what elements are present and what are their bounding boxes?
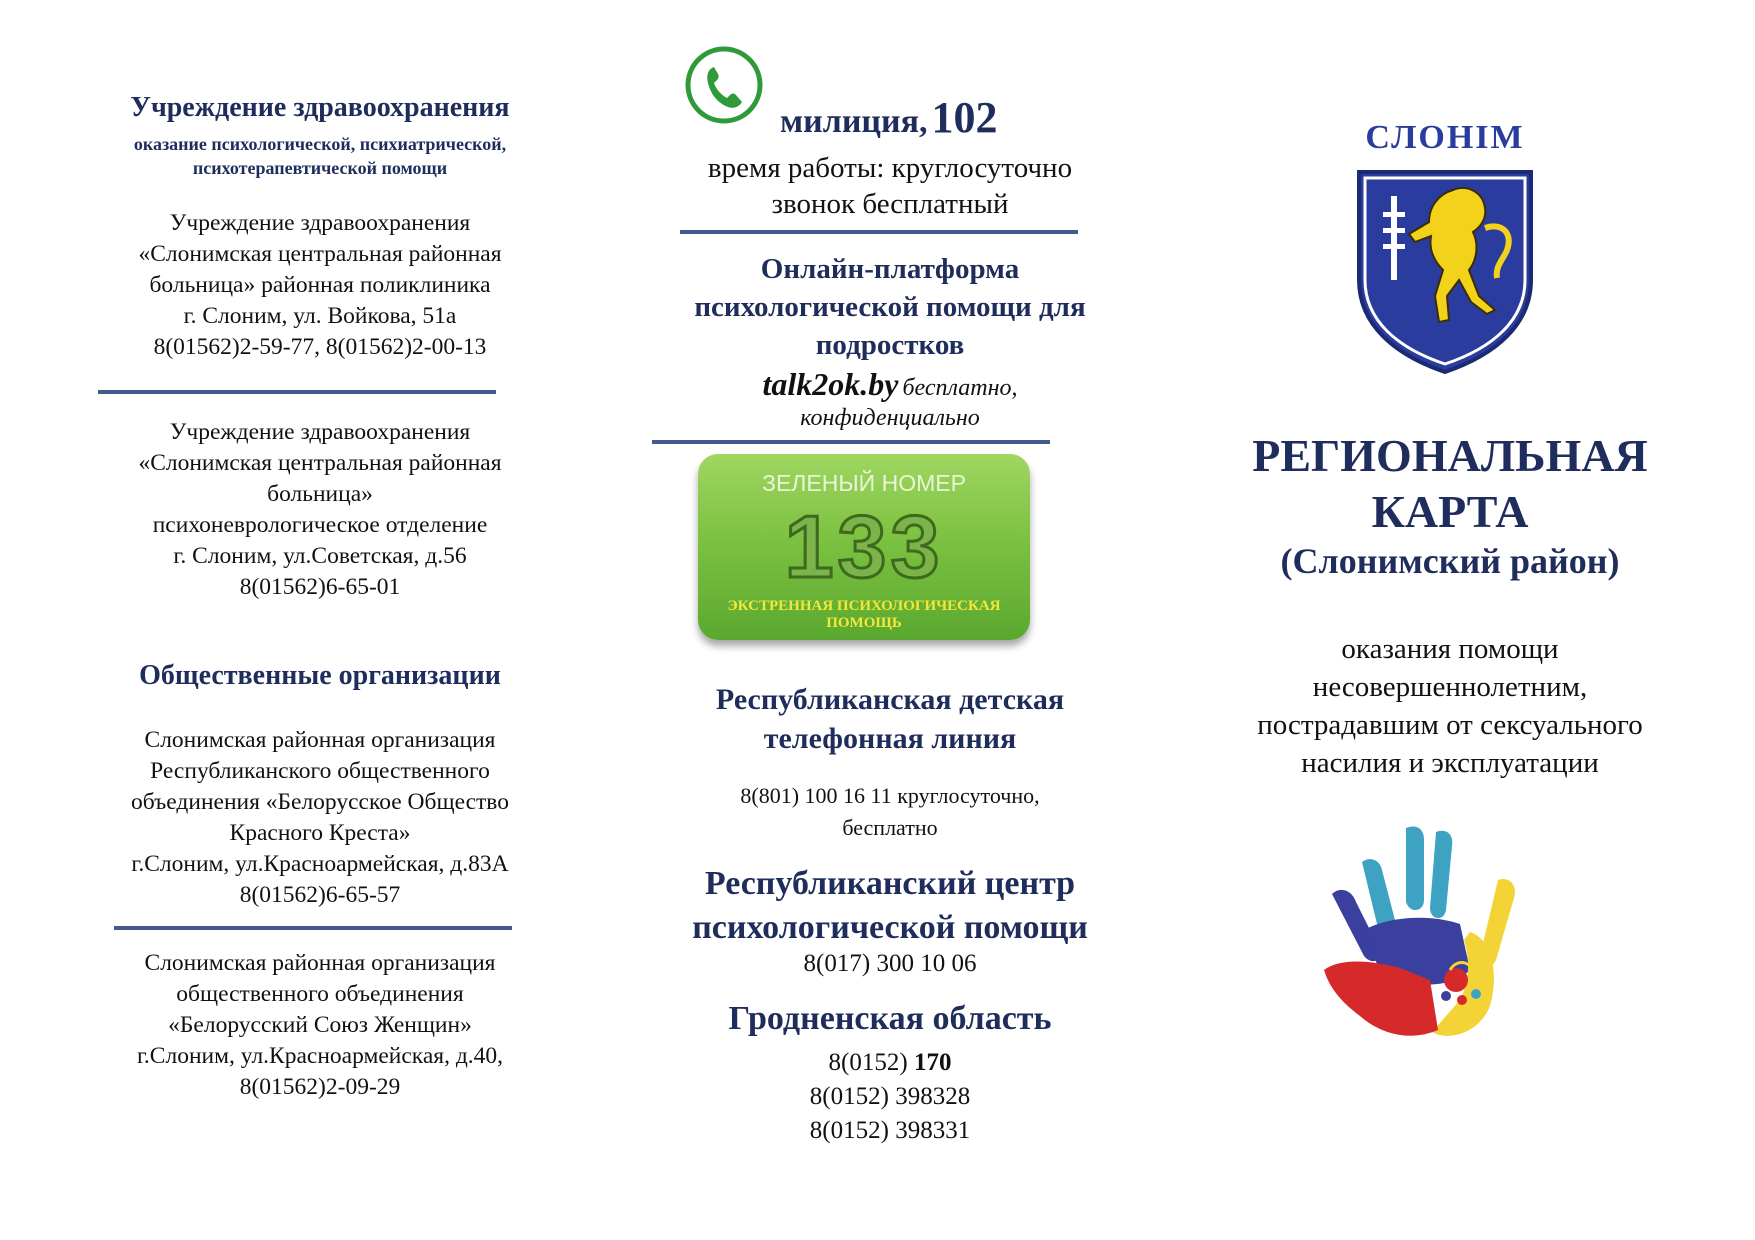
region-phone-2: 8(0152) 398328 — [809, 1083, 971, 1110]
child-line-phone: 8(801) 100 16 11 круглосуточно, бесплатно — [740, 783, 1040, 840]
purpose-text: оказания помощи несовершеннолетним, пострадавшим от сексуального насилия и эксплуатации — [1257, 633, 1643, 779]
org-2-block: Слонимская районная организация общественного объединения «Белорусский Союз Женщин» г.Слоним, ул.Красноармейская, д.40, 8(01562)2-09-29 — [60, 948, 580, 1103]
health-heading: Учреждение здравоохранения — [130, 92, 510, 123]
child-line-heading: Республиканская детская телефонная линия — [715, 683, 1065, 755]
painted-hand-logo — [1320, 820, 1550, 1060]
platform-site-line: talk2ok.by бесплатно, конфиденциально — [762, 366, 1018, 431]
org-1-phone: 8(01562)6-65-57 — [239, 882, 401, 908]
green-title: ЗЕЛЕНЫЙ НОМЕР — [762, 470, 966, 496]
region-phone-3: 8(0152) 398331 — [809, 1117, 971, 1144]
main-title: РЕГИОНАЛЬНАЯ КАРТА — [1252, 430, 1648, 537]
clinic-2-phone: 8(01562)6-65-01 — [239, 574, 401, 600]
police-label: милиция, — [780, 103, 928, 140]
clinic-2-block: Учреждение здравоохранения «Слонимская центральная районная больница» психоневрологическое отделение г. Слоним, ул.Советская, д.56 8(01562)6-65-01 — [60, 417, 580, 603]
divider — [680, 230, 1078, 234]
police-hours-block: время работы: круглосуточно звонок бесплатный — [707, 152, 1073, 220]
police-line — [780, 92, 1080, 143]
divider — [114, 926, 512, 930]
divider — [98, 390, 496, 394]
green-number: 133 — [784, 497, 944, 596]
phone-icon — [684, 45, 764, 125]
green-caption: ЭКСТРЕННАЯ ПСИХОЛОГИЧЕСКАЯ ПОМОЩЬ — [727, 598, 1001, 631]
green-number-card — [698, 454, 1030, 640]
center-heading: Республиканский центр психологической помощи — [692, 865, 1088, 946]
platform-heading: Онлайн-платформа психологической помощи для подростков — [694, 253, 1086, 361]
region-phone-1: 8(0152) 170 — [828, 1049, 952, 1076]
crest-text: СЛОНІМ — [1365, 119, 1525, 156]
police-number: 102 — [931, 93, 998, 142]
health-subheading: оказание психологической, психиатрической, психотерапевтической помощи — [133, 134, 507, 178]
orgs-heading: Общественные организации — [139, 660, 501, 691]
main-subtitle: (Слонимский район) — [1280, 541, 1620, 581]
org-1-block: Слонимская районная организация Республиканского общественного объединения «Белорусское Общество Красного Креста» г.Слоним, ул.Красноармейская, д.83А 8(01562)6-65-57 — [60, 725, 580, 911]
city-crest-logo — [1345, 110, 1545, 380]
region-heading: Гродненская область — [728, 1000, 1052, 1037]
clinic-1-phone: 8(01562)2-59-77, 8(01562)2-00-13 — [153, 334, 487, 360]
org-2-phone: 8(01562)2-09-29 — [239, 1074, 401, 1100]
center-phone: 8(017) 300 10 06 — [803, 950, 977, 977]
platform-site[interactable]: talk2ok.by — [762, 366, 899, 402]
region-phones — [640, 1046, 1140, 1148]
clinic-1-block: Учреждение здравоохранения «Слонимская центральная районная больница» районная поликлиника г. Слоним, ул. Войкова, 51а 8(01562)2-59-77, 8(01562)2-00-13 — [60, 208, 580, 363]
divider — [652, 440, 1050, 444]
